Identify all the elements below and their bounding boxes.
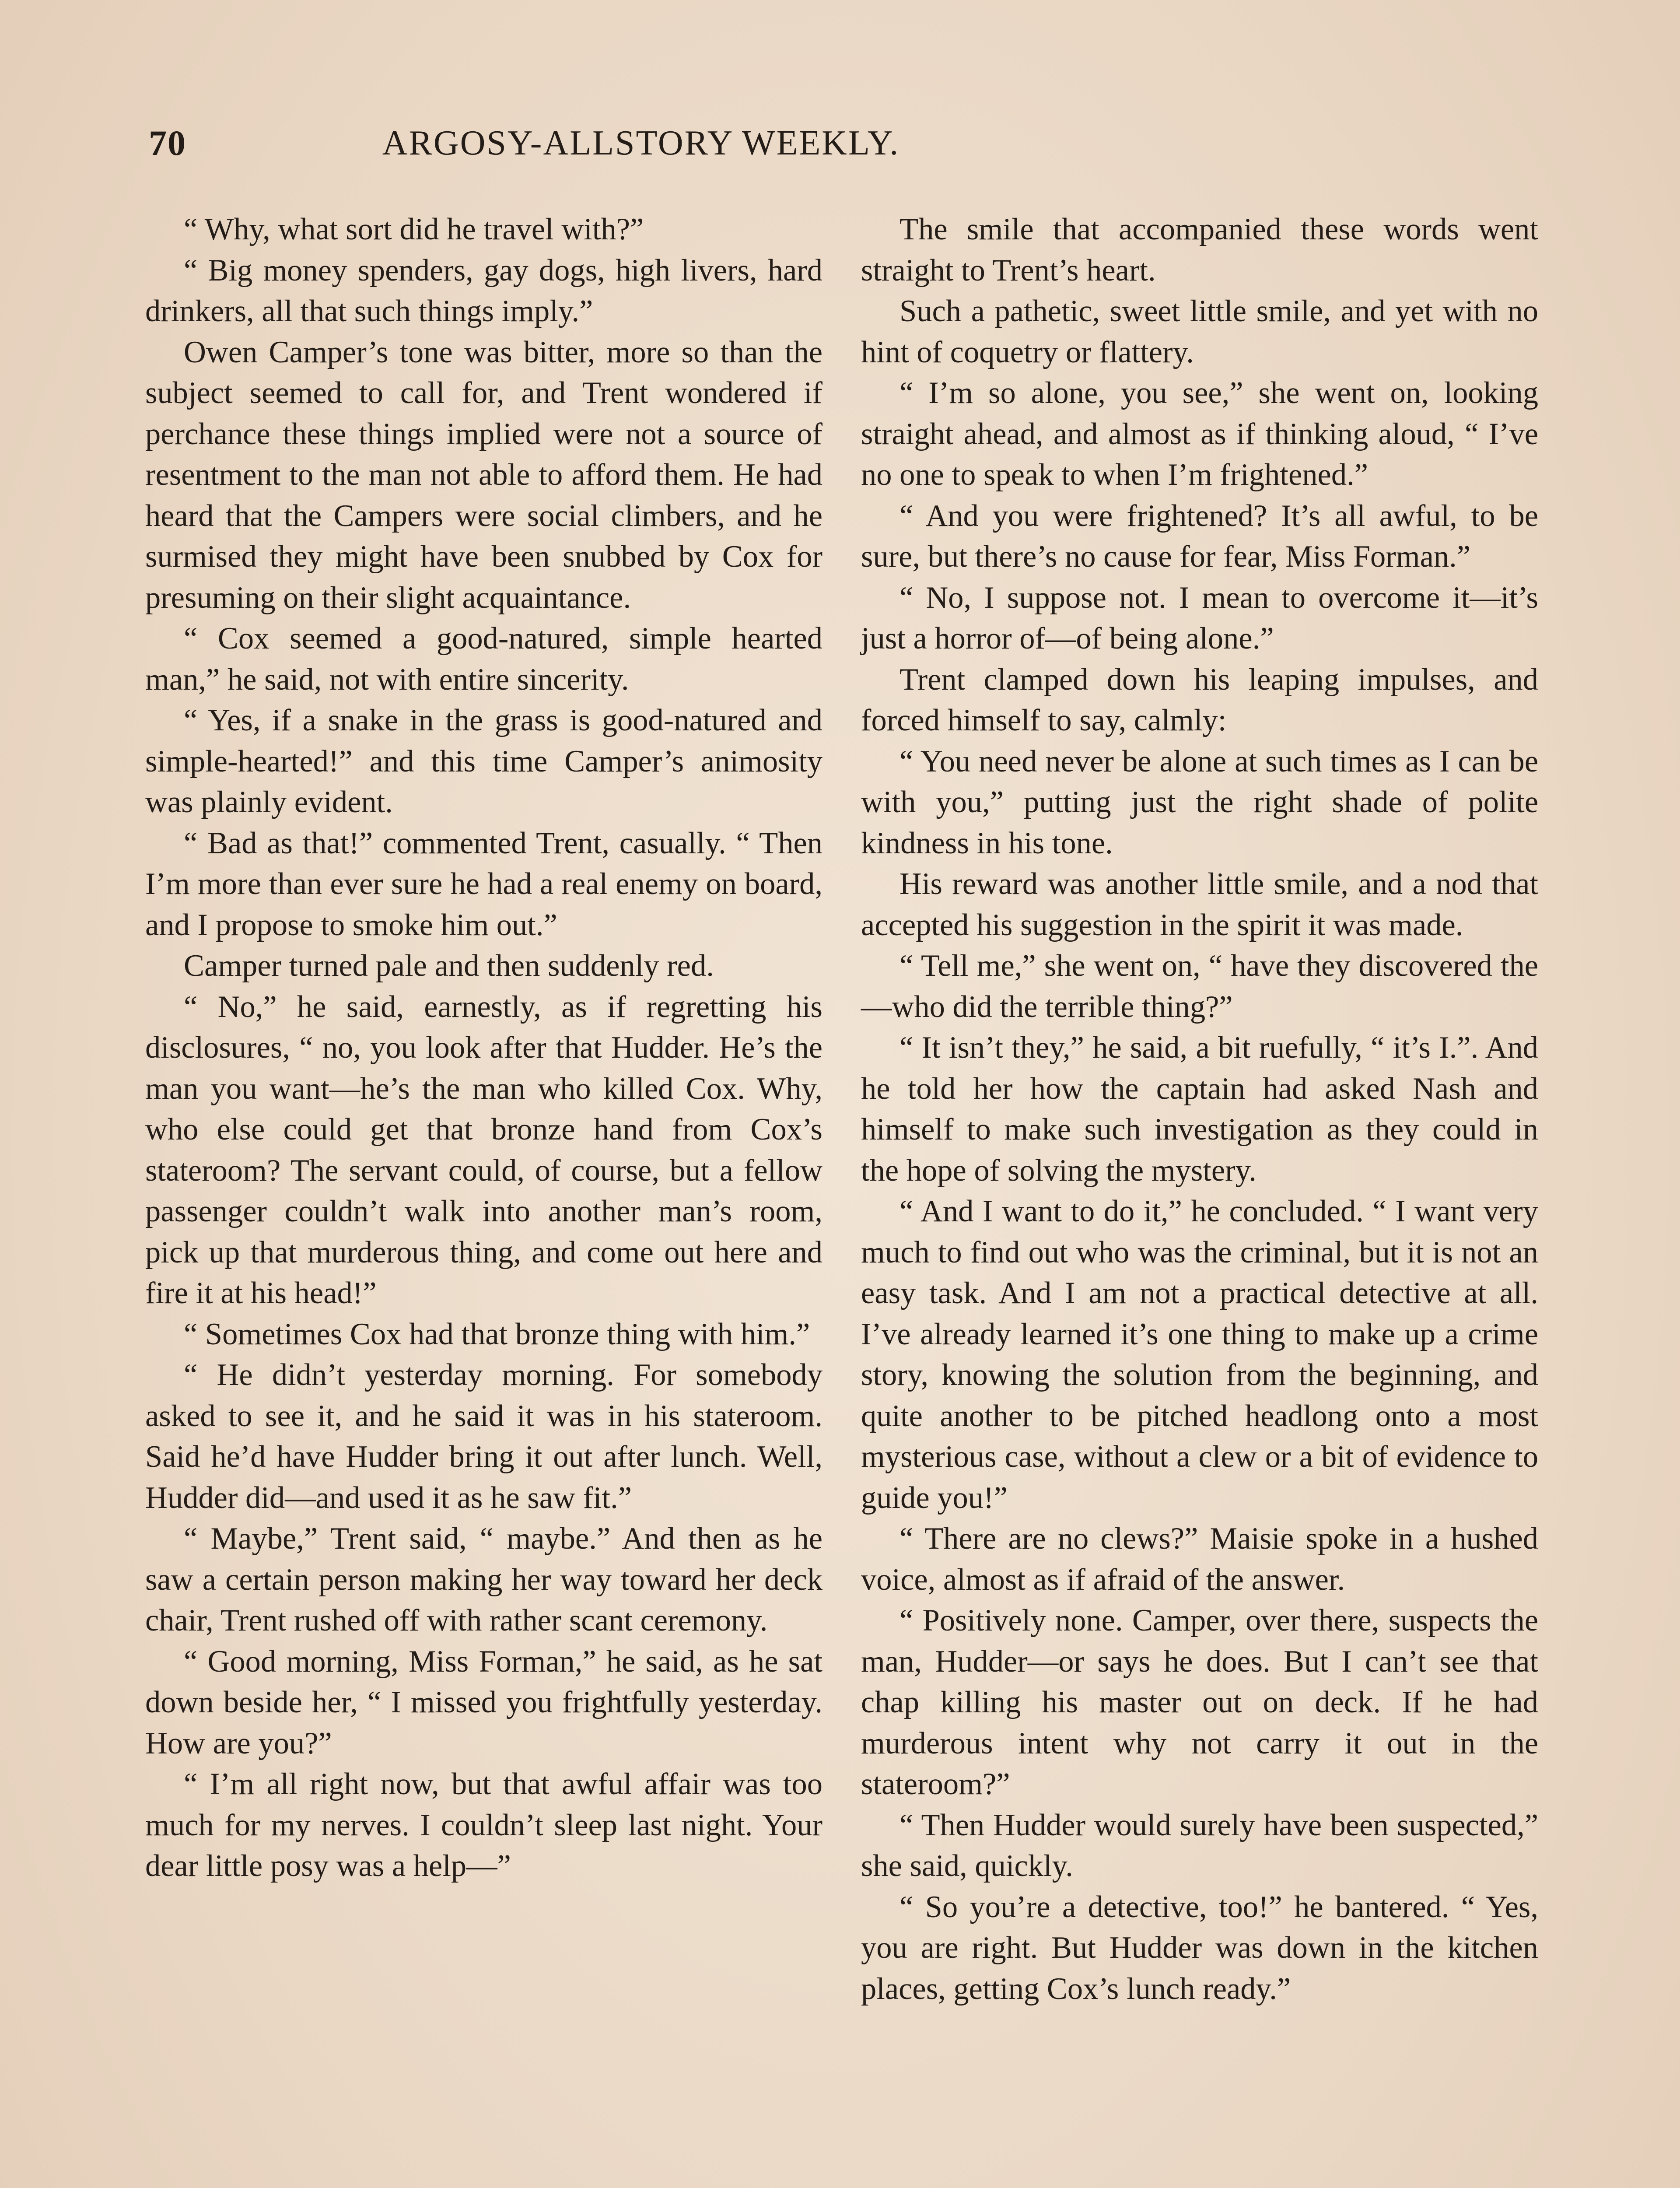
paragraph: “ Tell me,” she went on, “ have they discovered the—who did the terrible thing?” [861, 949, 1538, 1024]
paragraph: “ And you were frightened? It’s all awful, to be sure, but there’s no cause for fear, Miss Forman.” [861, 498, 1538, 574]
page-number: 70 [149, 123, 186, 163]
paragraph: “ Bad as that!” commented Trent, casually. “ Then I’m more than ever sure he had a real enemy on board, and I propose to smoke him out.” [145, 826, 822, 942]
magazine-title: ARGOSY-ALLSTORY WEEKLY. [382, 124, 900, 162]
paragraph: The smile that accompanied these words went straight to Trent’s heart. [861, 212, 1538, 288]
paragraph: “ You need never be alone at such times as I can be with you,” putting just the right shade of polite kindness in his tone. [861, 744, 1538, 860]
paragraph: “ There are no clews?” Maisie spoke in a hushed voice, almost as if afraid of the answer. [861, 1522, 1538, 1597]
paragraph: “ And I want to do it,” he concluded. “ I want very much to find out who was the criminal, but it is not an easy task. And I am not a practical detective at all. I’ve already learned it’s one thing to make up a crime story, knowing the solution from the beginning, and quite another to be pitched headlong onto a most mysterious case, without a clew or a bit of evidence to guide you!” [861, 1194, 1538, 1515]
paragraph: “ Yes, if a snake in the grass is good-natured and simple-hearted!” and this time Camper’s animosity was plainly evident. [145, 703, 822, 819]
paragraph: “ Why, what sort did he travel with?” [184, 212, 644, 246]
paragraph: Such a pathetic, sweet little smile, and yet with no hint of coquetry or flattery. [861, 294, 1538, 369]
running-head [149, 119, 1133, 167]
paragraph: “ Maybe,” Trent said, “ maybe.” And then as he saw a certain person making her way toward her deck chair, Trent rushed off with rather scant ceremony. [145, 1522, 822, 1637]
paragraph: Owen Camper’s tone was bitter, more so than the subject seemed to call for, and Trent wondered if perchance these things implied were not a source of resentment to the man not able to afford them. He had heard that the Campers were social climbers, and he surmised they might have been snubbed by Cox for presuming on their slight acquaintance. [145, 335, 822, 615]
paragraph: “ He didn’t yesterday morning. For somebody asked to see it, and he said it was in his stateroom. Said he’d have Hudder bring it out after lunch. Well, Hudder did—and used it as he saw fit.” [145, 1358, 822, 1515]
right-column [861, 209, 1538, 2009]
paragraph: “ No,” he said, earnestly, as if regretting his disclosures, “ no, you look after that Hudder. He’s the man you want—he’s the man who killed Cox. Why, who else could get that bronze hand from Cox’s stateroom? The servant could, of course, but a fellow passenger couldn’t walk into another man’s room, pick up that murderous thing, and come out here and fire it at his head!” [145, 989, 822, 1310]
paragraph: “ Positively none. Camper, over there, suspects the man, Hudder—or says he does. But I can’t see that chap killing his master out on deck. If he had murderous intent why not carry it out in the stateroom?” [861, 1603, 1538, 1801]
paragraph: “ I’m so alone, you see,” she went on, looking straight ahead, and almost as if thinking aloud, “ I’ve no one to speak to when I’m frightened.” [861, 376, 1538, 492]
paragraph: “ So you’re a detective, too!” he bantered. “ Yes, you are right. But Hudder was down in the kitchen places, getting Cox’s lunch ready.” [861, 1890, 1538, 2006]
paragraph: “ Sometimes Cox had that bronze thing with him.” [184, 1317, 810, 1351]
paragraph: Trent clamped down his leaping impulses, and forced himself to say, calmly: [861, 662, 1538, 737]
paragraph: “ Then Hudder would surely have been suspected,” she said, quickly. [861, 1808, 1538, 1883]
paragraph: “ Good morning, Miss Forman,” he said, as he sat down beside her, “ I missed you frightfully yesterday. How are you?” [145, 1644, 822, 1760]
paragraph: “ Big money spenders, gay dogs, high livers, hard drinkers, all that such things imply.” [145, 253, 822, 328]
left-column [145, 209, 822, 1887]
paragraph: “ It isn’t they,” he said, a bit ruefully, “ it’s I.”. And he told her how the captain had asked Nash and himself to make such investigation as they could in the hope of solving the mystery. [861, 1031, 1538, 1188]
paragraph: “ No, I suppose not. I mean to overcome it—it’s just a horror of—of being alone.” [861, 580, 1538, 656]
paragraph: His reward was another little smile, and a nod that accepted his suggestion in the spirit it was made. [861, 867, 1538, 942]
paragraph: “ Cox seemed a good-natured, simple hearted man,” he said, not with entire sincerity. [145, 621, 822, 697]
paragraph: Camper turned pale and then suddenly red. [184, 949, 714, 983]
paragraph: “ I’m all right now, but that awful affair was too much for my nerves. I couldn’t sleep last night. Your dear little posy was a help—” [145, 1767, 822, 1883]
